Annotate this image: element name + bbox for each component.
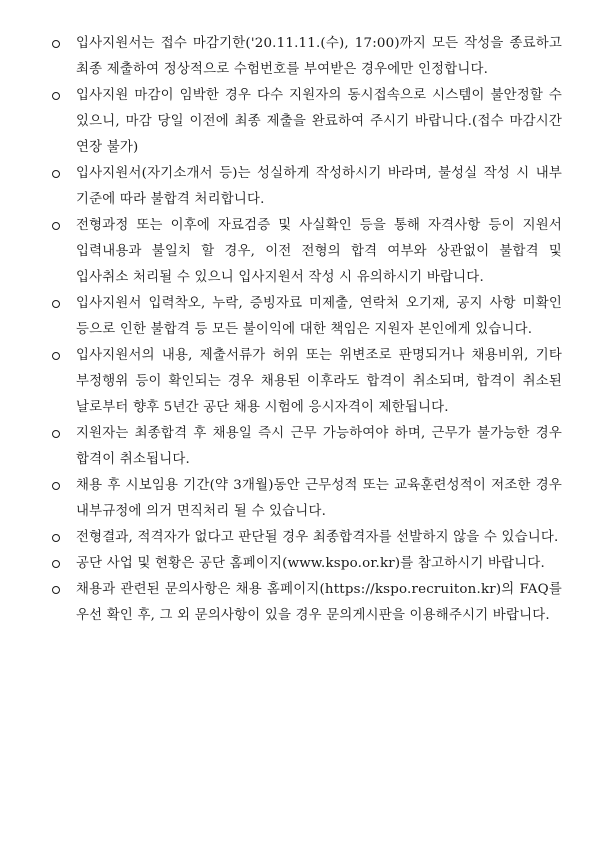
notice-item-7	[52, 421, 562, 473]
circle-bullet-icon	[52, 482, 60, 490]
notice-item-10	[52, 551, 562, 577]
notice-item-4	[52, 213, 562, 291]
notice-text: 채용 후 시보임용 기간(약 3개월)동안 근무성적 또는 교육훈련성적이 저조한 경우 내부규정에 의거 면직처리 될 수 있습니다.	[76, 478, 562, 519]
notice-text: 지원자는 최종합격 후 채용일 즉시 근무 가능하여야 하며, 근무가 불가능한 경우 합격이 취소됩니다.	[76, 426, 562, 467]
notice-item-6	[52, 343, 562, 421]
notice-item-9	[52, 525, 562, 551]
notice-text: 공단 사업 및 현황은 공단 홈페이지(www.kspo.or.kr)를 참고하시기 바랍니다.	[76, 556, 546, 571]
notice-item-3	[52, 161, 562, 213]
notice-item-5	[52, 291, 562, 343]
circle-bullet-icon	[52, 222, 60, 230]
circle-bullet-icon	[52, 560, 60, 568]
notice-text: 입사지원 마감이 임박한 경우 다수 지원자의 동시접속으로 시스템이 불안정할 수 있으니, 마감 당일 이전에 최종 제출을 완료하여 주시기 바랍니다.(접수 마감시간 연장 불가)	[76, 88, 562, 155]
notice-text: 입사지원서(자기소개서 등)는 성실하게 작성하시기 바라며, 불성실 작성 시 내부 기준에 따라 불합격 처리합니다.	[76, 166, 562, 207]
notice-item-8	[52, 473, 562, 525]
circle-bullet-icon	[52, 300, 60, 308]
circle-bullet-icon	[52, 92, 60, 100]
notice-text: 전형결과, 적격자가 없다고 판단될 경우 최종합격자를 선발하지 않을 수 있습니다.	[76, 530, 559, 545]
notice-item-11	[52, 577, 562, 629]
notice-list	[52, 31, 562, 629]
notice-item-2	[52, 83, 562, 161]
circle-bullet-icon	[52, 430, 60, 438]
circle-bullet-icon	[52, 586, 60, 594]
notice-text: 입사지원서의 내용, 제출서류가 허위 또는 위변조로 판명되거나 채용비위, 기타 부정행위 등이 확인되는 경우 채용된 이후라도 합격이 취소되며, 합격이 취소된 날로부터 향후 5년간 공단 채용 시험에 응시자격이 제한됩니다.	[76, 348, 562, 415]
circle-bullet-icon	[52, 170, 60, 178]
notice-text: 채용과 관련된 문의사항은 채용 홈페이지(https://kspo.recruiton.kr)의 FAQ를 우선 확인 후, 그 외 문의사항이 있을 경우 문의게시판을 이용해주시기 바랍니다.	[76, 582, 562, 623]
notice-item-1	[52, 31, 562, 83]
circle-bullet-icon	[52, 40, 60, 48]
notice-text: 입사지원서 입력착오, 누락, 증빙자료 미제출, 연락처 오기재, 공지 사항 미확인 등으로 인한 불합격 등 모든 불이익에 대한 책임은 지원자 본인에게 있습니다.	[76, 296, 562, 337]
circle-bullet-icon	[52, 352, 60, 360]
notice-text: 전형과정 또는 이후에 자료검증 및 사실확인 등을 통해 자격사항 등이 지원서 입력내용과 불일치 할 경우, 이전 전형의 합격 여부와 상관없이 불합격 및 입사취소 처리될 수 있으니 입사지원서 작성 시 유의하시기 바랍니다.	[76, 218, 562, 285]
circle-bullet-icon	[52, 534, 60, 542]
notice-text: 입사지원서는 접수 마감기한('20.11.11.(수), 17:00)까지 모든 작성을 종료하고 최종 제출하여 정상적으로 수험번호를 부여받은 경우에만 인정합니다.	[76, 36, 562, 77]
